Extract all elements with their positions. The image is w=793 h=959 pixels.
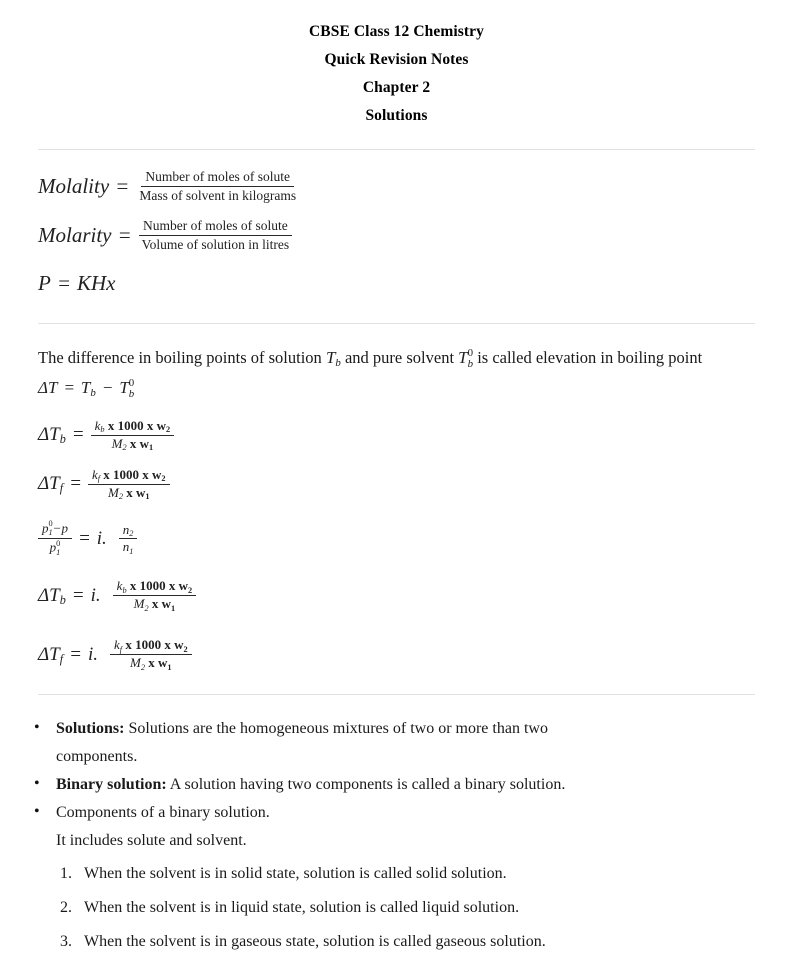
henry-equals: = — [56, 270, 71, 295]
list-item — [0, 771, 793, 799]
colligative-section — [0, 343, 793, 671]
item-number: 3. — [60, 933, 72, 951]
item-text: When the solvent is in solid state, solution is called solid solution. — [84, 865, 507, 883]
vapour-pressure-fraction — [38, 521, 72, 558]
header-line-subtitle: Quick Revision Notes — [324, 51, 469, 68]
delta-tf-fraction — [88, 468, 170, 501]
list-item — [0, 857, 793, 891]
definition-solutions: Solutions are the homogeneous mixtures of two or more than two — [124, 720, 548, 738]
molality-equals: = — [115, 173, 130, 198]
vapour-pressure-mole-ratio: $\frac{n_2}{n_1}$ — [119, 523, 138, 556]
delta-tf-lhs: ΔT — [38, 473, 60, 495]
list-item — [0, 891, 793, 925]
elevation-paragraph — [38, 343, 755, 403]
item-number: 2. — [60, 899, 72, 917]
formula-delta-tb-vant-hoff: ΔT $_b$ = i. $\frac{k_b x 1000 x w_2}{M_2 x w_1}$ — [38, 579, 755, 612]
formula-molarity — [38, 218, 755, 252]
document-header — [0, 0, 793, 130]
delta-tb-numerator: $k_b$ x 1000 x $w_2$ — [91, 419, 174, 436]
molarity-denominator: Volume of solution in litres — [141, 236, 290, 252]
molarity-fraction — [138, 218, 294, 252]
definition-binary-solution: A solution having two components is called a binary solution. — [166, 776, 566, 794]
molarity-equals: = — [117, 222, 132, 247]
divider-top — [38, 149, 755, 150]
formula-delta-tb: ΔT $_b$ = $\frac{k_b x 1000 x w_2}{M_2 x w_1}$ — [38, 419, 755, 452]
vapour-pressure-numerator: p 0 1 −p — [38, 521, 72, 540]
delta-tb-i-factor: i. — [90, 584, 101, 606]
molarity-label: Molarity — [38, 222, 112, 247]
paragraph-part-1: The difference in boiling points of solution — [38, 347, 326, 367]
delta-tb-i-fraction: $\frac{k_b x 1000 x w_2}{M_2 x w_1}$ — [113, 579, 196, 612]
molality-label: Molality — [38, 173, 110, 198]
henry-left: P — [38, 270, 51, 295]
definition-solutions-cont: components. — [56, 748, 138, 766]
formula-relative-lowering-vapour-pressure: p 0 1 −p p 0 1 = i. $\frac{n_2}{n_1}$ — [38, 521, 755, 558]
header-line-chapter: Chapter 2 — [362, 79, 431, 96]
list-item — [0, 715, 793, 743]
delta-tf-numerator: $k_f$ x 1000 x $w_2$ — [88, 468, 170, 485]
list-item — [0, 799, 793, 827]
equation-delta-t: $\Delta T = T_b - T$ 0 b — [38, 376, 135, 400]
delta-tb-denominator: $M_2$ x $w_1$ — [111, 435, 154, 453]
vapour-pressure-i-factor: i. — [96, 527, 107, 549]
paragraph-part-2: and pure solvent — [340, 347, 459, 367]
henry-right: KHx — [77, 270, 116, 295]
item-number: 1. — [60, 865, 72, 883]
vapour-pressure-denominator: p 0 1 — [49, 539, 61, 557]
molarity-numerator: Number of moles of solute — [139, 218, 292, 236]
delta-tf-i-fraction: $\frac{k_f x 1000 x w_2}{M_2 x w_1}$ — [110, 638, 192, 671]
formula-molality — [38, 169, 755, 203]
list-item-subline — [0, 827, 793, 855]
formula-delta-tf-vant-hoff: ΔT $_f$ = i. $\frac{k_f x 1000 x w_2}{M_2 x w_1}$ — [38, 638, 755, 671]
basic-formulas-section — [0, 169, 793, 296]
paragraph-part-3: is called elevation in boiling point — [473, 347, 703, 367]
term-solutions: Solutions: — [56, 720, 125, 738]
notes-section — [0, 715, 793, 959]
components-binary-solution: Components of a binary solution. — [56, 804, 270, 822]
symbol-tb-zero: T 0 b — [458, 346, 474, 370]
formula-delta-tf: ΔT $_f$ = $\frac{k_f x 1000 x w_2}{M_2 x w_1}$ — [38, 468, 755, 501]
item-text: When the solvent is in liquid state, solution is called liquid solution. — [84, 899, 520, 917]
symbol-tb: $T_b$ — [325, 347, 341, 370]
molality-numerator: Number of moles of solute — [141, 169, 294, 187]
list-item-continuation — [0, 743, 793, 771]
list-item — [0, 925, 793, 959]
delta-tf-denominator: $M_2$ x $w_1$ — [107, 484, 150, 502]
header-line-topic: Solutions — [365, 107, 428, 124]
definitions-list — [0, 715, 793, 855]
divider-bottom — [38, 694, 755, 695]
molality-denominator: Mass of solvent in kilograms — [139, 187, 297, 203]
molality-fraction — [135, 169, 300, 203]
formula-henrys-law — [38, 269, 755, 296]
solution-types-list — [0, 857, 793, 959]
header-line-title: CBSE Class 12 Chemistry — [309, 23, 484, 40]
delta-tb-fraction — [91, 419, 174, 452]
term-binary-solution: Binary solution: — [56, 776, 167, 794]
delta-tb-lhs: ΔT — [38, 424, 60, 446]
item-text: When the solvent is in gaseous state, solution is called gaseous solution. — [84, 933, 546, 951]
includes-solute-solvent: It includes solute and solvent. — [56, 832, 247, 850]
divider-middle — [38, 323, 755, 324]
delta-tf-i-factor: i. — [87, 643, 98, 665]
